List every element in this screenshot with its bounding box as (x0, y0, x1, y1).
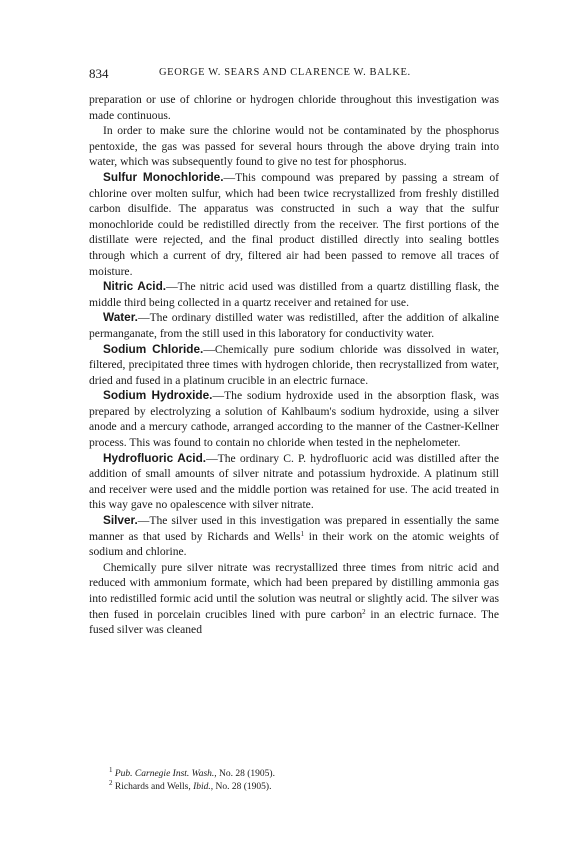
section-heading: Sodium Hydroxide. (103, 388, 213, 403)
section-heading: Hydrofluoric Acid. (103, 450, 207, 465)
paragraph-sodium-hydroxide (89, 388, 499, 450)
paragraph-text-continued: in their work on the atomic weights of sodium and chlorine. (89, 529, 499, 559)
section-heading: Sulfur Monochloride. (103, 169, 224, 184)
footnote-mark: 2 (109, 779, 113, 787)
paragraph-text: preparation or use of chlorine or hydrogen chloride throughout this investigation was made continuous. (89, 93, 499, 122)
section-heading: Water. (103, 310, 138, 325)
section-heading: Nitric Acid. (103, 279, 167, 294)
paragraph-text: Chemically pure silver nitrate was recrystallized three times from nitric acid and reduced with ammonium formate, which had been prepared by distilling ammonia gas into redistilled formic acid until the solution was neutral or slightly acid. The silver was then fused in porcelain crucibles lined with pure carbon (89, 560, 499, 621)
footnote-ref[interactable]: 1 (300, 529, 305, 538)
footnote-authors: Richards and Wells, (114, 782, 194, 792)
footnote-detail: No. 28 (1905). (216, 769, 275, 779)
paragraph-text: —The nitric acid used was distilled from a quartz distilling flask, the middle third being collected in a quartz receiver and retained for use. (89, 280, 499, 309)
footnote-citation: Pub. Carnegie Inst. Wash., (114, 769, 217, 779)
paragraph-silver (89, 513, 499, 560)
paragraph-nitric-acid (89, 279, 499, 310)
footnotes (89, 768, 499, 794)
paragraph-sodium-chloride (89, 342, 499, 389)
page-number: 834 (89, 66, 109, 81)
footnote-mark: 1 (109, 766, 113, 774)
paragraph (89, 92, 499, 123)
paragraph-hydrofluoric-acid (89, 451, 499, 513)
paragraph-text: —The silver used in this investigation was prepared in essentially the same manner as that used by Richards and Wells (89, 514, 499, 543)
paragraph-text: —The ordinary distilled water was redistilled, after the addition of alkaline permanganate, from the still used in this laboratory for conductivity water. (89, 311, 499, 340)
running-head: GEORGE W. SEARS AND CLARENCE W. BALKE. (159, 67, 411, 78)
paragraph-water (89, 310, 499, 341)
paragraph-text: In order to make sure the chlorine would not be contaminated by the phosphorus pentoxide, the gas was passed for several hours through the above drying train into water, which was subsequently found to give no test for phosphorus. (89, 124, 499, 169)
paragraph (89, 560, 499, 638)
paragraph (89, 123, 499, 170)
paragraph-text: —The sodium hydroxide used in the absorption flask, was prepared by electrolyzing a solution of Kahlbaum's sodium hydroxide, using a silver anode and a mercury cathode, arranged according to the manner of the Castner-Kellner process. This was found to contain no chloride when tested in the nephelometer. (89, 389, 499, 450)
page-header (89, 66, 499, 82)
footnote-ref[interactable]: 2 (362, 607, 366, 616)
body-text (89, 92, 499, 638)
footnote (89, 781, 499, 794)
footnote-detail: No. 28 (1905). (213, 782, 272, 792)
footnote (89, 768, 499, 781)
section-heading: Silver. (103, 513, 138, 528)
paragraph-text: —The ordinary C. P. hydrofluoric acid was distilled after the addition of small amounts of silver nitrate and potassium hydroxide. A platinum still and receiver were used and the middle portion was retained for use. The acid treated in this way gave no opalescence with silver nitrate. (89, 451, 499, 512)
paragraph-text: —Chemically pure sodium chloride was dissolved in water, filtered, precipitated three times with hydrogen chloride, then recrystallized from water, dried and fused in a platinum crucible in an electric furnace. (89, 342, 499, 387)
paragraph-text: —This compound was prepared by passing a stream of chlorine over molten sulfur, which had been twice recrystallized from freshly distilled carbon disulfide. The apparatus was constructed in such a way that the sulfur monochloride could be redistilled directly from the receiver. The first portions of the distillate were rejected, and the final product distilled directly into sealing bottles through which a current of dry, filtered air had been passed to remove all traces of moisture. (89, 170, 499, 278)
footnote-citation: Ibid., (193, 782, 214, 792)
paragraph-sulfur-monochloride (89, 170, 499, 279)
section-heading: Sodium Chloride. (103, 341, 204, 356)
paragraph-text-continued: in an electric furnace. The fused silver was cleaned (89, 607, 500, 637)
